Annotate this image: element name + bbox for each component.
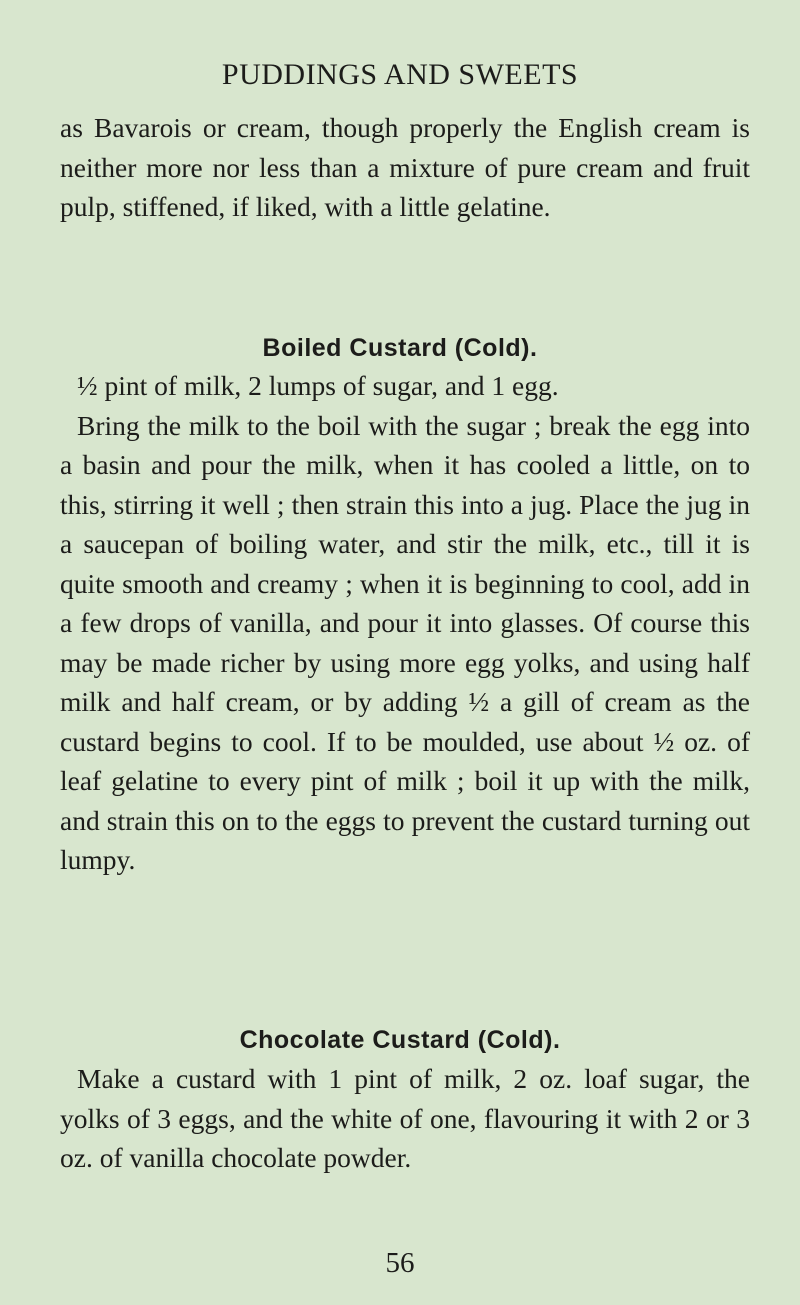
chocolate-custard-heading: Chocolate Custard (Cold). bbox=[239, 1026, 561, 1054]
chocolate-custard-method: Make a custard with 1 pint of milk, 2 oz. loaf sugar, the yolks of 3 eggs, and the white of one, flavouring it with 2 or 3 oz. of vanilla chocolate powder. bbox=[60, 1063, 750, 1173]
intro-paragraph: as Bavarois or cream, though properly the English cream is neither more nor less than a mixture of pure cream and fruit pulp, stiffened, if liked, with a little gelatine. bbox=[60, 112, 750, 222]
boiled-custard-ingredients: ½ pint of milk, 2 lumps of sugar, and 1 egg. bbox=[77, 370, 559, 401]
running-head: PUDDINGS AND SWEETS bbox=[221, 58, 579, 91]
boiled-custard-body bbox=[60, 366, 750, 880]
page-number: 56 bbox=[385, 1247, 415, 1279]
boiled-custard-heading: Boiled Custard (Cold). bbox=[262, 334, 538, 362]
boiled-custard-method: Bring the milk to the boil with the sugar ; break the egg into a basin and pour the milk, when it has cooled a little, on to this, stirring it well ; then strain this into a jug. Place the jug in a saucepan of boiling water, and stir the milk, etc., till it is quite smooth and creamy ; when it is beginning to cool, add in a few drops of vanilla, and pour it into glasses. Of course this may be made richer by using more egg yolks, and using half milk and half cream, or by adding ½ a gill of cream as the custard begins to cool. If to be moulded, use about ½ oz. of leaf gelatine to every pint of milk ; boil it up with the milk, and strain this on to the eggs to prevent the custard turning out lumpy. bbox=[60, 409, 750, 875]
